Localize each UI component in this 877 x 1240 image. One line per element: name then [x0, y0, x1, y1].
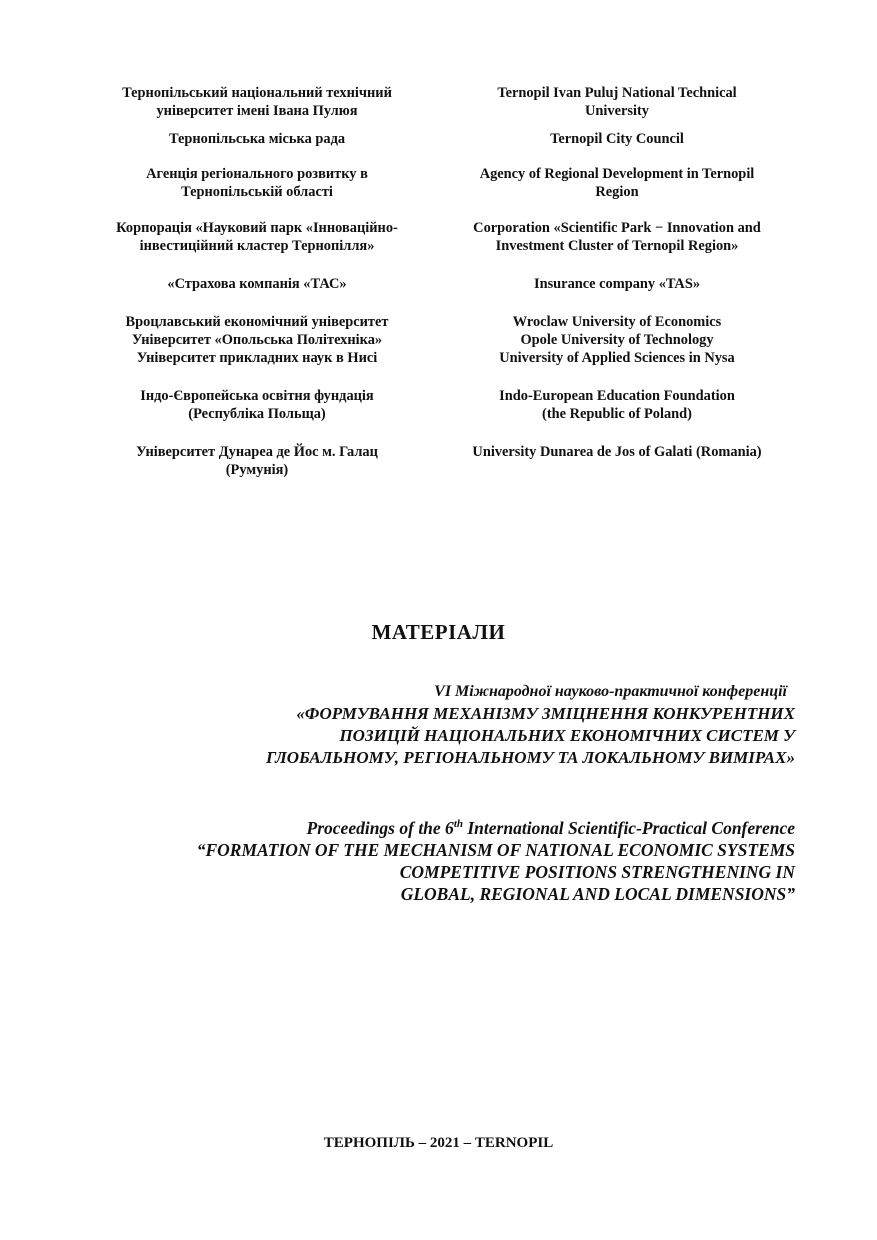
- organizer-row: [92, 443, 792, 479]
- en-lead-text: Proceedings of the 6: [306, 818, 454, 838]
- organizer-ua-line: Агенція регіонального розвитку в: [146, 166, 368, 182]
- en-conference-line: “FORMATION OF THE MECHANISM OF NATIONAL ECONOMIC SYSTEMS: [196, 840, 795, 860]
- organizer-row: [92, 165, 792, 201]
- ua-conference-lead: VI Міжнародної науково-практичної конференції: [434, 683, 787, 700]
- en-conference-line: COMPETITIVE POSITIONS STRENGTHENING IN: [399, 862, 795, 882]
- organizer-en-line: Corporation «Scientific Park − Innovation and: [473, 220, 761, 236]
- organizer-ua: [92, 275, 422, 293]
- organizer-ua: [92, 443, 422, 479]
- organizer-ua-line: (Республіка Польща): [188, 406, 326, 422]
- organizer-row: [92, 275, 792, 293]
- organizer-en-line: Wroclaw University of Economics: [512, 314, 722, 330]
- organizer-ua-line: (Румунія): [225, 462, 289, 478]
- place-year-footer: ТЕРНОПІЛЬ – 2021 – TERNOPIL: [323, 1135, 554, 1151]
- organizer-en: [442, 275, 792, 293]
- organizer-ua-line: Університет Дунареа де Йос м. Галац: [136, 444, 378, 460]
- organizer-ua-line: Вроцлавський економічний університет: [125, 314, 389, 330]
- organizers-table: [92, 84, 792, 479]
- organizer-row: [92, 387, 792, 423]
- organizer-ua-line: Тернопільській області: [181, 184, 333, 200]
- organizer-en-line: Region: [595, 184, 639, 200]
- organizer-en-line: University of Applied Sciences in Nysa: [499, 350, 735, 366]
- en-conference-title: [35, 817, 795, 905]
- organizer-en: [442, 130, 792, 148]
- en-conference-line: GLOBAL, REGIONAL AND LOCAL DIMENSIONS”: [400, 884, 795, 904]
- organizer-ua-line: Тернопільський національний технічний: [122, 85, 392, 101]
- organizer-en-line: University: [585, 103, 649, 119]
- organizer-en-line: Opole University of Technology: [520, 332, 714, 348]
- organizer-row: [92, 219, 792, 255]
- ua-conference-line: ГЛОБАЛЬНОМУ, РЕГІОНАЛЬНОМУ ТА ЛОКАЛЬНОМУ ВИМІРАХ»: [265, 748, 795, 767]
- organizer-ua-line: Університет «Опольська Політехніка»: [131, 332, 383, 348]
- organizer-ua: [92, 130, 422, 148]
- organizer-en-line: Investment Cluster of Ternopil Region»: [495, 238, 739, 254]
- organizer-row: [92, 130, 792, 148]
- ua-conference-line: «ФОРМУВАННЯ МЕХАНІЗМУ ЗМІЦНЕННЯ КОНКУРЕНТНИХ: [296, 704, 795, 723]
- organizer-en: [442, 443, 792, 479]
- organizer-ua: [92, 219, 422, 255]
- organizer-en-line: Insurance company «TAS»: [533, 276, 701, 292]
- organizer-en: [442, 387, 792, 423]
- organizer-en: [442, 84, 792, 120]
- organizer-en: [442, 165, 792, 201]
- organizer-ua: [92, 165, 422, 201]
- organizer-ua-line: університет імені Івана Пулюя: [156, 103, 358, 119]
- organizer-en-line: University Dunarea de Jos of Galati (Romania): [472, 444, 762, 460]
- organizer-en: [442, 219, 792, 255]
- organizer-row: [92, 84, 792, 120]
- organizer-ua-line: Індо-Європейська освітня фундація: [140, 388, 374, 404]
- document-title: МАТЕРІАЛИ: [371, 620, 506, 644]
- organizer-ua-line: Університет прикладних наук в Нисі: [136, 350, 378, 366]
- organizer-en-line: Ternopil City Council: [550, 131, 684, 147]
- ua-conference-title: [75, 681, 795, 769]
- organizer-ua: [92, 387, 422, 423]
- organizer-en-line: Agency of Regional Development in Ternopil: [479, 166, 755, 182]
- en-conference-lead: [35, 817, 795, 839]
- organizer-en-line: (the Republic of Poland): [542, 406, 692, 422]
- organizer-ua-line: «Страхова компанія «ТАС»: [167, 276, 347, 292]
- organizer-en: [442, 313, 792, 367]
- organizer-ua: [92, 313, 422, 367]
- en-lead-ordinal: th: [453, 818, 463, 831]
- organizer-ua-line: Корпорація «Науковий парк «Інноваційно-: [116, 220, 398, 236]
- organizer-ua: [92, 84, 422, 120]
- organizer-ua-line: Тернопільська міська рада: [168, 131, 346, 147]
- organizer-row: [92, 313, 792, 367]
- en-lead-text-rest: International Scientific-Practical Conference: [463, 818, 795, 838]
- ua-conference-line: ПОЗИЦІЙ НАЦІОНАЛЬНИХ ЕКОНОМІЧНИХ СИСТЕМ У: [339, 726, 795, 745]
- organizer-ua-line: інвестиційний кластер Тернопілля»: [139, 238, 375, 254]
- organizer-en-line: Ternopil Ivan Puluj National Technical: [497, 85, 737, 101]
- organizer-en-line: Indo-European Education Foundation: [499, 388, 735, 404]
